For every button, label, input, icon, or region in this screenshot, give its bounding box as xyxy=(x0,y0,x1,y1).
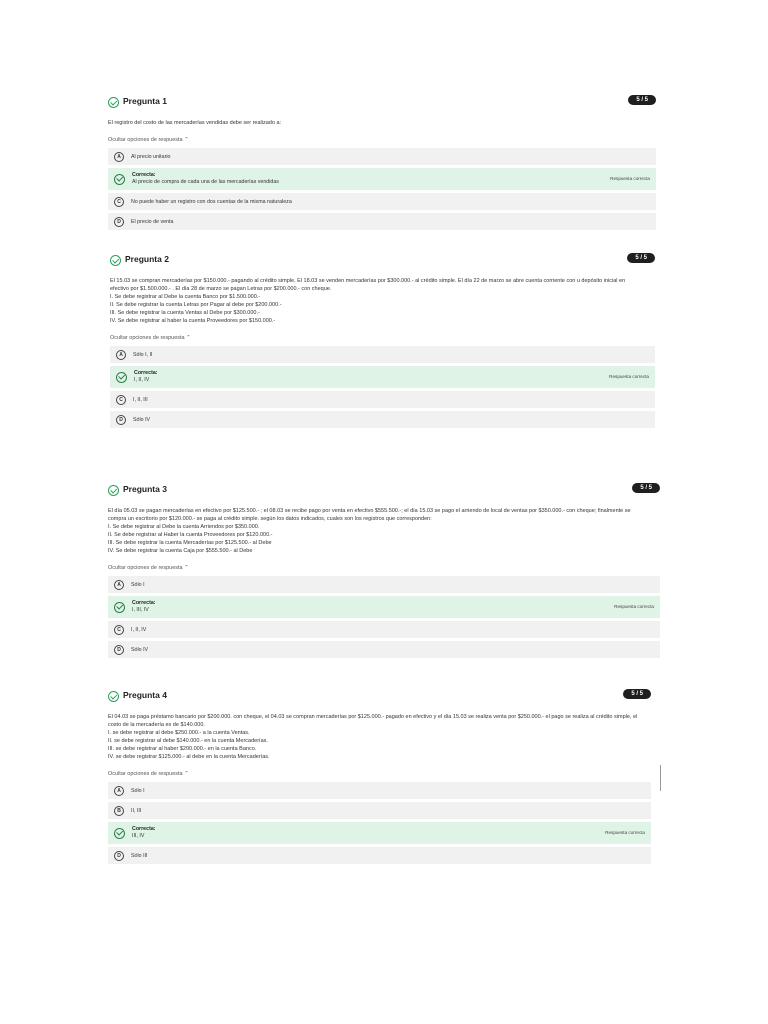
statement-line: El 04.03 se paga préstamo bancario por $200.000. con cheque, el 04.03 se compran mercaderías por $125.000.- pagado en efectivo y el día 15.03 se realiza venta por $250.000.- el pago se realiza al crédito simple, el xyxy=(108,714,638,720)
option-text: Sólo I xyxy=(131,787,145,794)
question-title: Pregunta 1 xyxy=(123,96,167,106)
question-statement xyxy=(110,277,655,325)
question-header xyxy=(110,255,655,271)
answer-option[interactable] xyxy=(108,641,660,658)
statement-line: IV. se debe registrar $125.000.- al debe en la cuenta Mercaderías. xyxy=(108,754,270,760)
answer-option[interactable] xyxy=(108,782,651,799)
check-circle-icon xyxy=(116,372,127,383)
answer-option[interactable] xyxy=(108,576,660,593)
option-text: I, II, IV xyxy=(134,377,150,383)
answer-option-correct[interactable] xyxy=(108,168,656,190)
answer-option[interactable] xyxy=(108,148,656,165)
check-circle-icon xyxy=(110,255,121,266)
statement-line: III. Se debe registrar la cuenta Mercaderías por $125.500.- al Debe xyxy=(108,540,272,546)
question-title: Pregunta 3 xyxy=(123,484,167,494)
correct-label: Correcta: xyxy=(132,172,156,178)
option-text: Sólo I xyxy=(131,581,145,588)
option-text: Sólo IV xyxy=(131,646,149,653)
question-statement xyxy=(108,507,660,555)
statement-line: III. se debe registrar al haber $200.000.- en la cuenta Banco. xyxy=(108,746,257,752)
correct-answer-badge: Respuesta correcta xyxy=(609,374,649,379)
option-letter-icon: C xyxy=(114,625,124,635)
question-card xyxy=(108,691,651,867)
correct-answer-badge: Respuesta correcta xyxy=(605,830,645,835)
option-text: Al precio de compra de cada una de las mercaderías vendidas xyxy=(132,179,279,185)
answer-option-correct[interactable] xyxy=(108,596,660,618)
option-letter-icon: C xyxy=(116,395,126,405)
question-card xyxy=(110,255,655,431)
option-letter-icon: D xyxy=(114,851,124,861)
answer-option[interactable] xyxy=(108,621,660,638)
statement-line: efectivo por $1.500.000.- . El día 28 de marzo se pagan Letras por $200.000.- con cheque. xyxy=(110,286,332,292)
option-letter-icon: D xyxy=(114,217,124,227)
check-circle-icon xyxy=(114,602,125,613)
check-circle-icon xyxy=(114,828,125,839)
check-circle-icon xyxy=(114,174,125,185)
option-text: III, IV xyxy=(132,833,145,839)
score-badge: 5 / 5 xyxy=(632,483,660,493)
option-text: Sólo IV xyxy=(133,416,151,423)
score-badge: 5 / 5 xyxy=(627,253,655,263)
question-card xyxy=(108,485,660,661)
answer-option[interactable] xyxy=(110,411,655,428)
option-text: I, III, IV xyxy=(132,607,149,613)
question-statement xyxy=(108,713,651,761)
statement-line: costo de la mercadería es de $140.000. xyxy=(108,722,205,728)
score-badge: 5 / 5 xyxy=(623,689,651,699)
statement-line: compra un escritorio por $120.000.- se paga al crédito simple. según los datos indicados, cuales son los registros que corresponden: xyxy=(108,516,432,522)
hide-answer-options-toggle[interactable]: Ocultar opciones de respuesta ⌃ xyxy=(108,565,189,571)
option-letter-icon: A xyxy=(114,786,124,796)
correct-label: Correcta: xyxy=(132,600,156,606)
option-text: No puede haber un registro con dos cuentas de la misma naturaleza xyxy=(131,198,292,205)
statement-line: El registro del costo de las mercaderías vendidas debe ser realizado a: xyxy=(108,120,282,126)
option-letter-icon: A xyxy=(114,152,124,162)
statement-line: III. Se debe registrar la cuenta Ventas al Debe por $300.000.- xyxy=(110,310,260,316)
scrollbar[interactable] xyxy=(660,765,661,791)
option-text: I, II, III xyxy=(133,396,148,403)
answer-option-correct[interactable] xyxy=(108,822,651,844)
statement-line: II. Se debe registrar al Haber la cuenta Proveedores por $120.000.- xyxy=(108,532,273,538)
correct-label: Correcta: xyxy=(134,370,158,376)
statement-line: I. se debe registrar al debe $250.000.- a la cuenta Ventas. xyxy=(108,730,250,736)
score-badge: 5 / 5 xyxy=(628,95,656,105)
option-text: Al precio unitario xyxy=(131,153,171,160)
question-title: Pregunta 2 xyxy=(125,254,169,264)
statement-line: II. se debe registrar al debe $140.000.- en la cuenta Mercaderías. xyxy=(108,738,268,744)
statement-line: I. Se debe registrar al Debe la cuenta Banco por $1.500.000.- xyxy=(110,294,261,300)
statement-line: IV. Se debe registrar al haber la cuenta Proveedores por $150.000.- xyxy=(110,318,276,324)
option-text: I, II, IV xyxy=(131,626,147,633)
answer-option[interactable] xyxy=(110,391,655,408)
option-text: Sólo I, II xyxy=(133,351,153,358)
question-header xyxy=(108,691,651,707)
option-text: Sólo III xyxy=(131,852,148,859)
question-statement xyxy=(108,119,656,127)
question-header xyxy=(108,97,656,113)
option-letter-icon: D xyxy=(116,415,126,425)
answer-option[interactable] xyxy=(108,193,656,210)
answer-option[interactable] xyxy=(110,346,655,363)
correct-answer-badge: Respuesta correcta xyxy=(614,604,654,609)
option-text: El precio de venta xyxy=(131,218,174,225)
option-letter-icon: B xyxy=(114,806,124,816)
question-header xyxy=(108,485,660,501)
answer-option[interactable] xyxy=(108,213,656,230)
statement-line: II. Se debe registrar la cuenta Letras por Pagar al debe por $200.000.- xyxy=(110,302,282,308)
correct-label: Correcta: xyxy=(132,826,156,832)
check-circle-icon xyxy=(108,97,119,108)
hide-answer-options-toggle[interactable]: Ocultar opciones de respuesta ⌃ xyxy=(110,335,191,341)
answer-option[interactable] xyxy=(108,847,651,864)
option-text: II, III xyxy=(131,807,142,814)
option-letter-icon: C xyxy=(114,197,124,207)
statement-line: IV. Se debe registrar la cuenta Caja por $555.500.- al Debe xyxy=(108,548,253,554)
option-letter-icon: A xyxy=(114,580,124,590)
hide-answer-options-toggle[interactable]: Ocultar opciones de respuesta ⌃ xyxy=(108,137,189,143)
check-circle-icon xyxy=(108,485,119,496)
statement-line: El día 05.03 se pagan mercaderías en efectivo por $125.500.- ; el 08.03 se recibe pago por venta en efectivo $555.500.-; el día 15.03 se pago el arriendo de local de ventas por $350.000.- con cheque; finalmente se xyxy=(108,508,631,514)
question-title: Pregunta 4 xyxy=(123,690,167,700)
question-card xyxy=(108,97,656,233)
statement-line: I. Se debe registrar al Debe la cuenta Arriendos por $350.000. xyxy=(108,524,260,530)
option-letter-icon: D xyxy=(114,645,124,655)
answer-option-correct[interactable] xyxy=(110,366,655,388)
correct-answer-badge: Respuesta correcta xyxy=(610,176,650,181)
statement-line: El 15.03 se compran mercaderías por $150.000.- pagando al crédito simple. El 18.03 se venden mercaderías por $300.000.- al crédito simple. El día 22 de marzo se abre cuenta corriente con u depósito inicial en xyxy=(110,278,626,284)
option-letter-icon: A xyxy=(116,350,126,360)
check-circle-icon xyxy=(108,691,119,702)
hide-answer-options-toggle[interactable]: Ocultar opciones de respuesta ⌃ xyxy=(108,771,189,777)
answer-option[interactable] xyxy=(108,802,651,819)
